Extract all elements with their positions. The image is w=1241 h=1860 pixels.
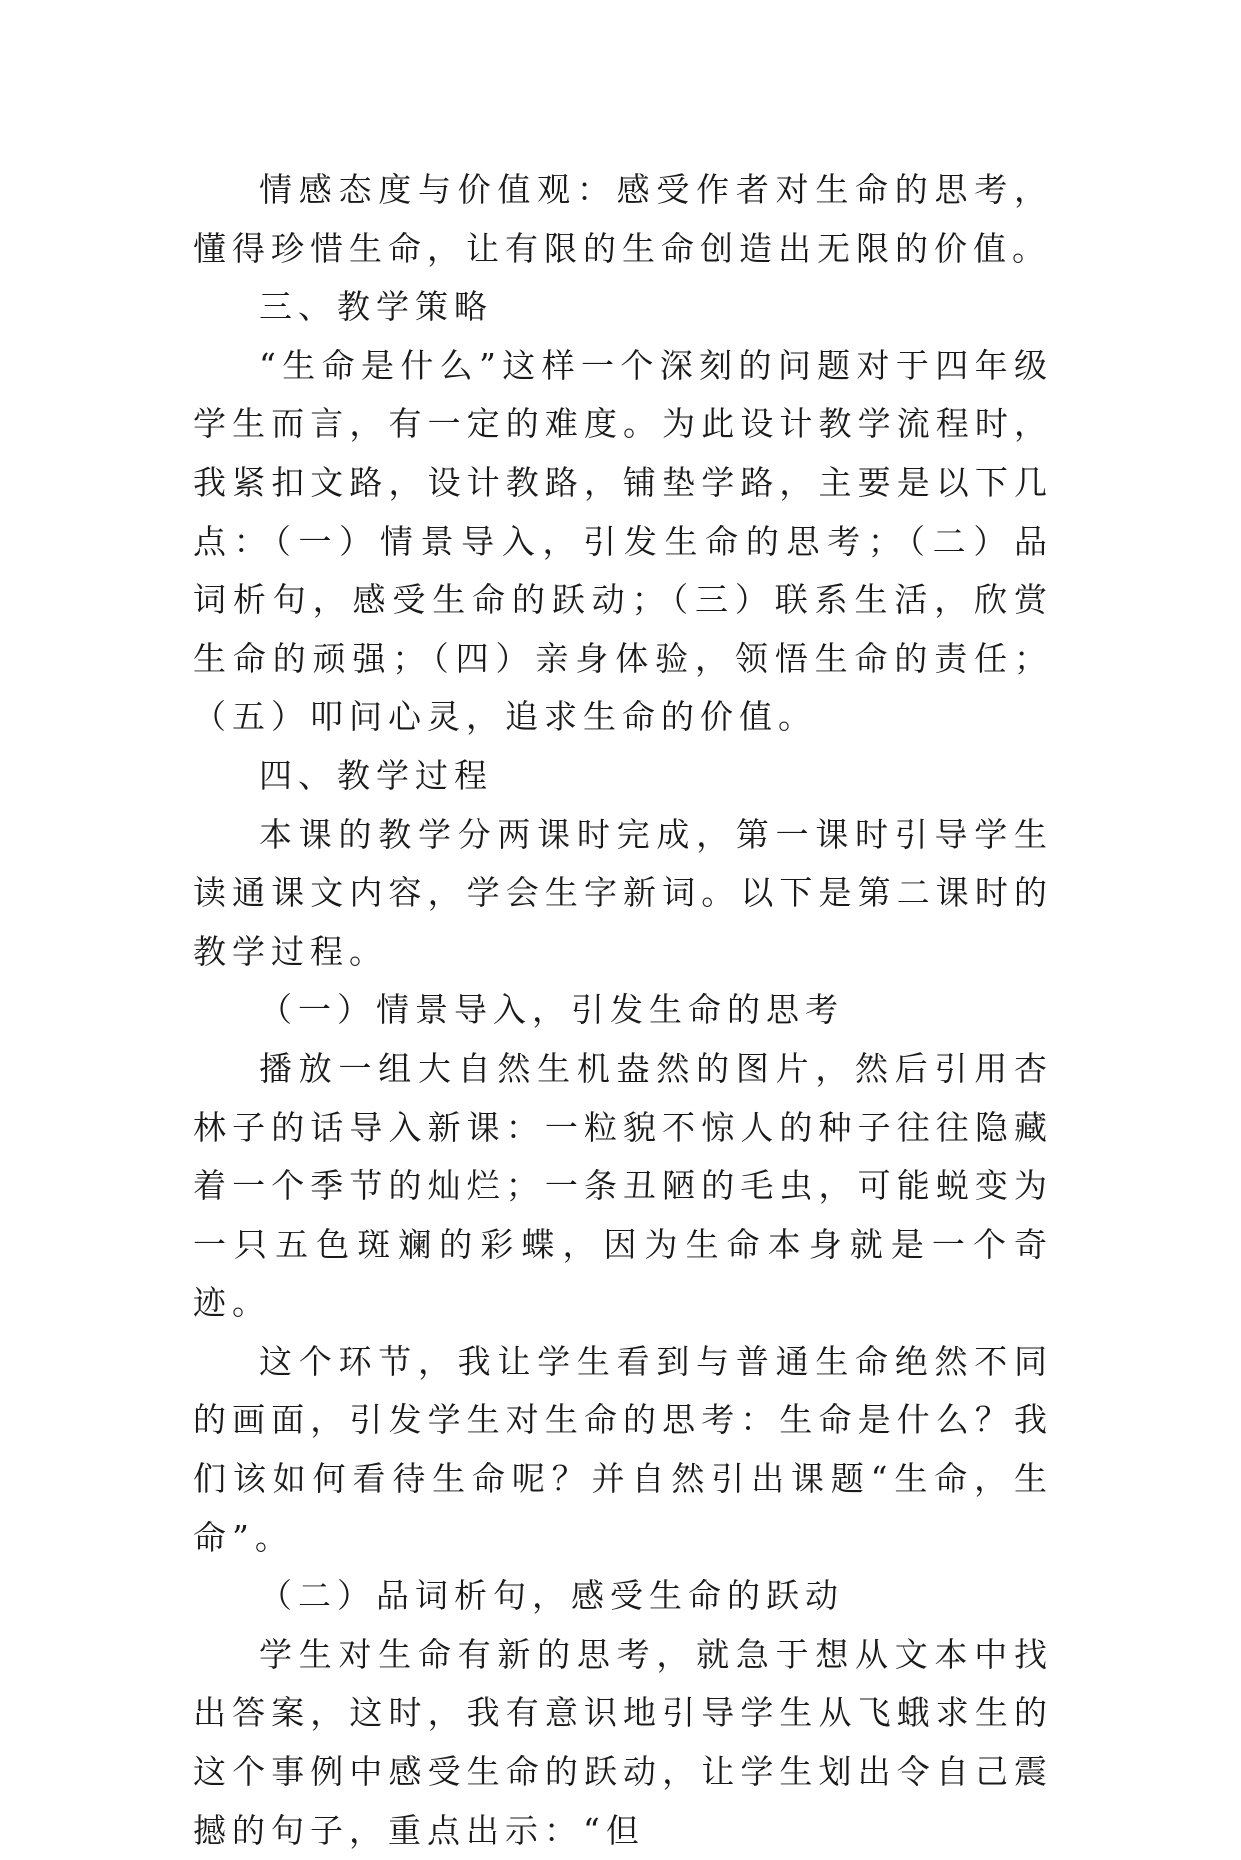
subheading-word-analysis: （二）品词析句，感受生命的跃动 [259,1576,844,1616]
paragraph-introduction: 播放一组大自然生机盎然的图片，然后引用杏林子的话导入新课：一粒貌不惊人的种子往往隐藏着一个季节的灿烂；一条丑陋的毛虫，可能蜕变为一只五色斑斓的彩蝶，因为生命本身就是一个奇迹。 [193,1048,1053,1323]
paragraph-strategy: “生命是什么”这样一个深刻的问题对于四年级学生而言，有一定的难度。为此设计教学流程时，我紧扣文路，设计教路，铺垫学路，主要是以下几点：（一）情景导入，引发生命的思考；（二）品词析句，感受生命的跃动；（三）联系生活，欣赏生命的顽强；（四）亲身体验，领悟生命的责任；（五）叩问心灵，追求生命的价值。 [193,345,1053,737]
paragraph-emotional-goal: 情感态度与价值观：感受作者对生命的思考，懂得珍惜生命，让有限的生命创造出无限的价值。 [193,170,1053,268]
subheading-introduction: （一）情景导入，引发生命的思考 [259,990,844,1030]
paragraph-introduction-reflection: 这个环节，我让学生看到与普通生命绝然不同的画面，引发学生对生命的思考：生命是什么？我们该如何看待生命呢？并自然引出课题“生命，生命”。 [193,1341,1053,1557]
paragraph-process-intro: 本课的教学分两课时完成，第一课时引导学生读通课文内容，学会生字新词。以下是第二课时的教学过程。 [193,814,1053,971]
document-body [193,161,1053,1860]
paragraph-word-analysis: 学生对生命有新的思考，就急于想从文本中找出答案，这时，我有意识地引导学生从飞蛾求生的这个事例中感受生命的跃动，让学生划出令自己震撼的句子，重点出示：“但 [193,1634,1053,1850]
section-heading-process: 四、教学过程 [259,755,493,795]
section-heading-strategy: 三、教学策略 [259,287,493,327]
